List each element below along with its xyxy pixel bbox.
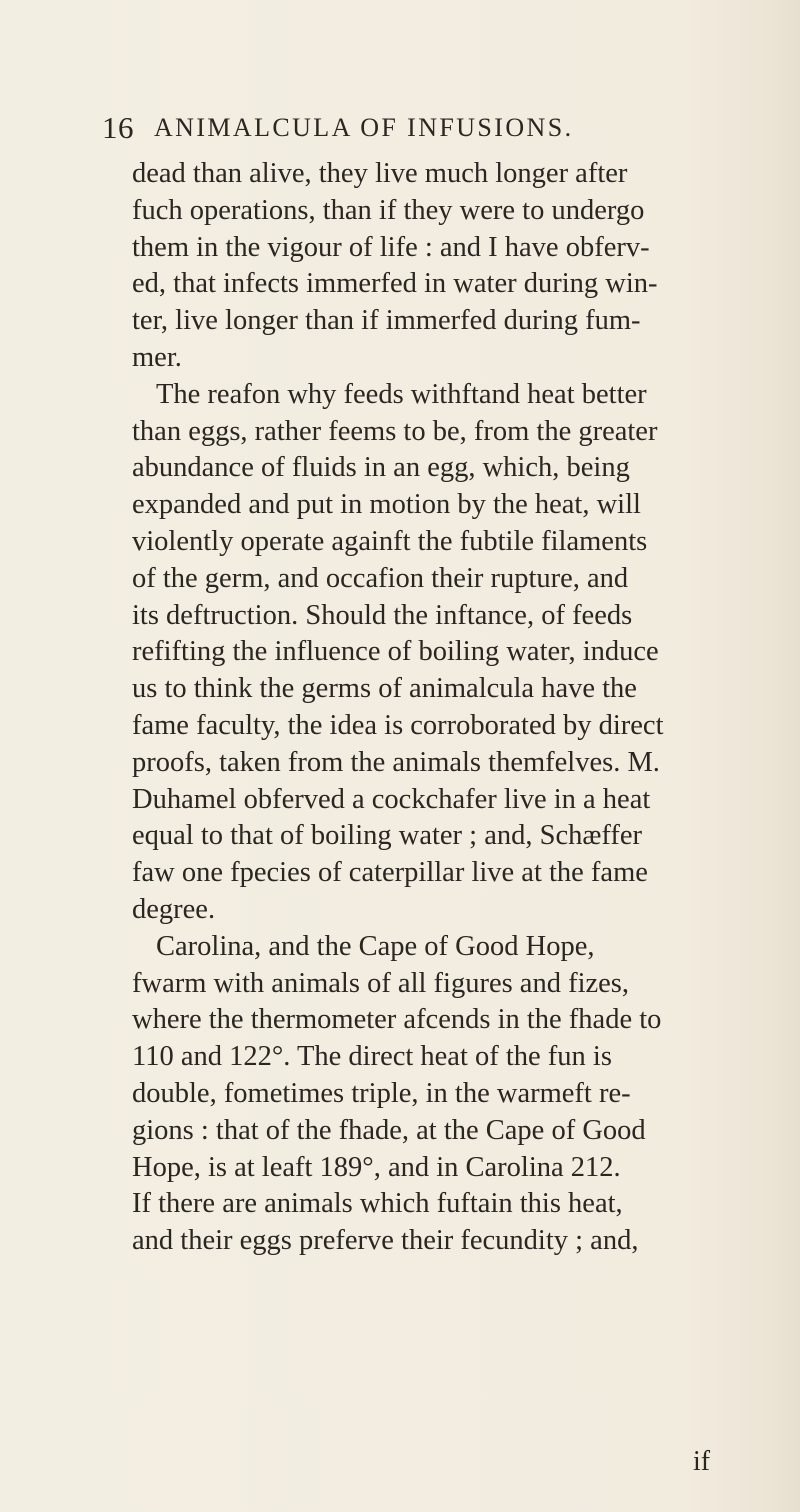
text-line: and their eggs preferve their fecundity ; and, <box>132 1225 639 1257</box>
text-line: refifting the influence of boiling water, induce <box>132 636 659 668</box>
text-line: 110 and 122°. The direct heat of the fun is <box>132 1041 612 1073</box>
page-header <box>102 108 702 148</box>
text-line: faw one fpecies of caterpillar live at the fame <box>132 857 648 889</box>
text-line: Duhamel obferved a cockchafer live in a heat <box>132 783 651 815</box>
text-line: fame faculty, the idea is corroborated by direct <box>132 709 664 741</box>
catchword: if <box>693 1446 711 1477</box>
text-line: The reafon why feeds withftand heat better <box>156 378 647 410</box>
text-line: them in the vigour of life : and I have obferv- <box>132 231 650 263</box>
text-line: violently operate againft the fubtile filaments <box>132 525 648 557</box>
text-line: where the thermometer afcends in the fhade to <box>132 1004 662 1036</box>
text-line: abundance of fluids in an egg, which, being <box>132 452 630 484</box>
text-line: Carolina, and the Cape of Good Hope, <box>156 930 595 962</box>
text-line: ed, that infects immerfed in water during win- <box>132 268 658 300</box>
body-text <box>132 156 722 1260</box>
text-line: mer. <box>132 341 182 373</box>
running-head: ANIMALCULA OF INFUSIONS. <box>154 113 574 142</box>
text-line: its deftruction. Should the inftance, of feeds <box>132 599 633 631</box>
text-line: double, fometimes triple, in the warmeft re- <box>132 1077 631 1109</box>
text-line: of the germ, and occafion their rupture, and <box>132 562 629 594</box>
text-line: expanded and put in motion by the heat, will <box>132 489 641 521</box>
page-number: 16 <box>102 110 134 145</box>
text-line: fwarm with animals of all figures and fizes, <box>132 967 630 999</box>
text-line: than eggs, rather feems to be, from the greater <box>132 415 658 447</box>
text-line: Hope, is at leaft 189°, and in Carolina 212. <box>132 1151 621 1183</box>
text-line: If there are animals which fuftain this heat, <box>132 1188 623 1220</box>
text-line: ter, live longer than if immerfed during fum- <box>132 305 641 337</box>
text-line: equal to that of boiling water ; and, Schæffer <box>132 820 642 852</box>
text-line: dead than alive, they live much longer after <box>132 158 628 189</box>
text-line: proofs, taken from the animals themfelves. M. <box>132 746 660 778</box>
text-line: gions : that of the fhade, at the Cape of Good <box>132 1114 646 1146</box>
text-line: us to think the germs of animalcula have the <box>132 673 637 705</box>
text-line: degree. <box>132 893 216 925</box>
text-line: fuch operations, than if they were to undergo <box>132 194 645 226</box>
